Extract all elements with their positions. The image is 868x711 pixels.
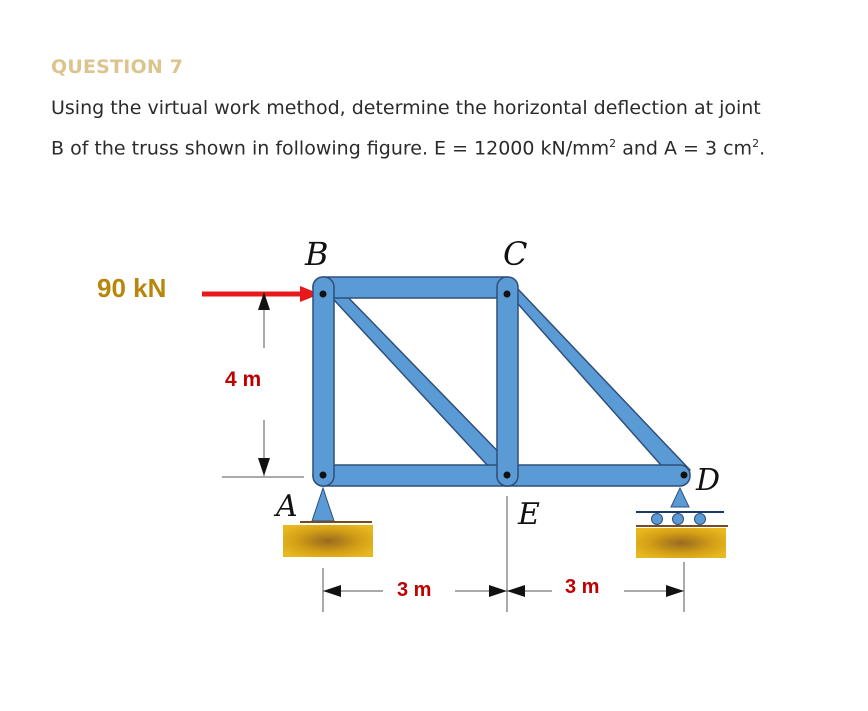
pin-D — [681, 472, 688, 479]
joint-label-C: C — [503, 235, 528, 273]
span-right-label: 3 m — [565, 576, 600, 598]
member-AE — [313, 465, 516, 486]
question-line-2: B of the truss shown in following figure. E = 12000 $kN/mm^2$ and A = 3 $cm^2$. — [51, 137, 766, 160]
load-label: 90 kN — [97, 273, 167, 303]
joint-label-D: D — [696, 463, 721, 498]
span-left-label: 3 m — [397, 579, 432, 601]
support-D — [636, 488, 728, 558]
member-BC — [313, 277, 516, 298]
member-AB — [313, 277, 334, 486]
member-CE — [497, 277, 518, 486]
member-ED — [497, 465, 690, 486]
height-label: 4 m — [225, 368, 262, 391]
pin-A — [320, 472, 327, 479]
pin-E — [504, 472, 511, 479]
question-line-1: Using the virtual work method, determine the horizontal deflection at joint — [51, 97, 761, 119]
pin-C — [504, 291, 511, 298]
joint-label-E: E — [518, 497, 540, 532]
span-dimension — [323, 496, 684, 612]
load-arrow — [202, 286, 320, 302]
question-label: QUESTION 7 — [51, 56, 184, 78]
joint-label-B: B — [305, 235, 329, 273]
truss-members — [313, 277, 690, 486]
member-CD — [503, 287, 690, 482]
joint-label-A: A — [276, 489, 298, 524]
pin-B — [320, 291, 327, 298]
member-BE — [322, 287, 516, 482]
